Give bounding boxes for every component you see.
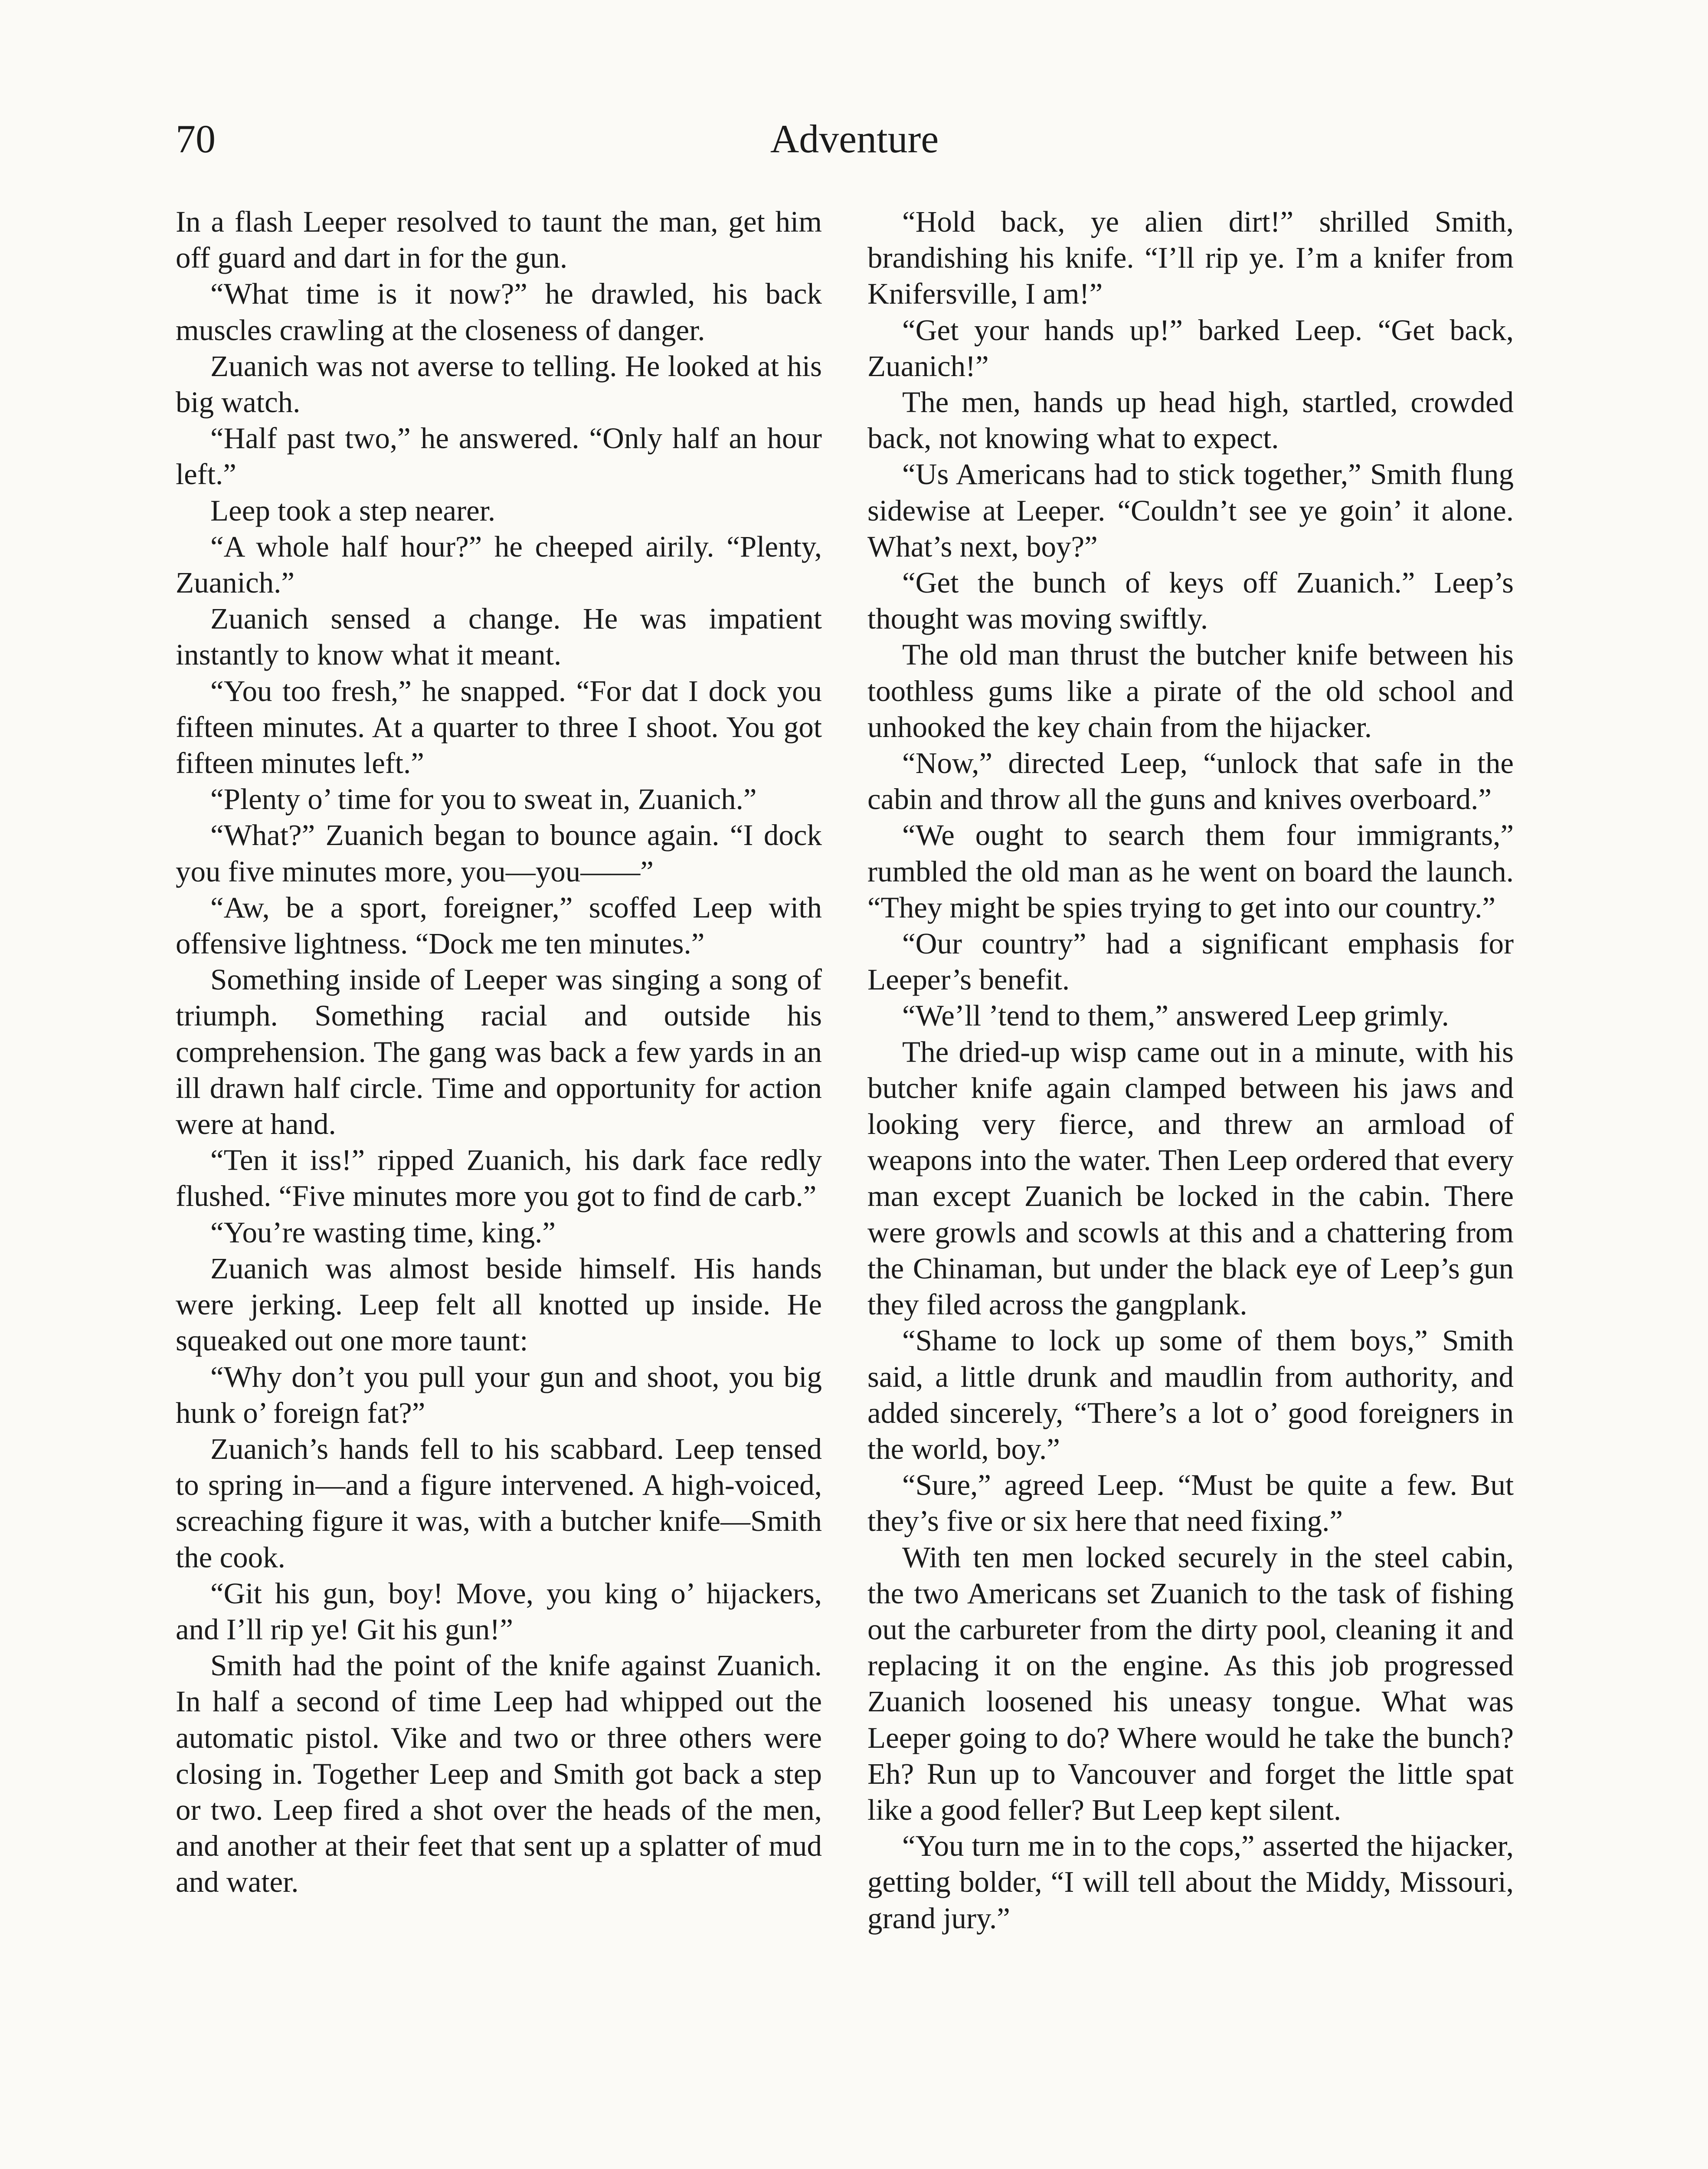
paragraph: The dried-up wisp came out in a minute, with his butcher knife again clamped between his jaws and looking very fierce, and threw an armload of weapons into the water. Then Leep ordered that every man except Zuanich be locked in the cabin. There were growls and scowls at this and a chattering from the Chinaman, but under the black eye of Leep’s gun they filed across the gangplank. <box>867 1035 1514 1321</box>
paragraph: “Sure,” agreed Leep. “Must be quite a few. But they’s five or six here that need fixing.” <box>867 1468 1514 1538</box>
left-column <box>176 204 822 1900</box>
paragraph: The men, hands up head high, startled, crowded back, not knowing what to expect. <box>867 386 1514 455</box>
paragraph: “Ten it iss!” ripped Zuanich, his dark face redly flushed. “Five minutes more you got to find de carb.” <box>176 1143 822 1213</box>
running-title: Adventure <box>770 117 939 161</box>
paragraph: “Git his gun, boy! Move, you king o’ hijackers, and I’ll rip ye! Git his gun!” <box>176 1576 822 1646</box>
paragraph: “Aw, be a sport, foreigner,” scoffed Leep with offensive lightness. “Dock me ten minutes.” <box>176 891 822 960</box>
paragraph: “Plenty o’ time for you to sweat in, Zuanich.” <box>210 783 757 816</box>
paragraph: Leep took a step nearer. <box>210 494 496 527</box>
paragraph: “A whole half hour?” he cheeped airily. “Plenty, Zuanich.” <box>176 530 822 600</box>
paragraph: The old man thrust the butcher knife between his toothless gums like a pirate of the old school and unhooked the key chain from the hijacker. <box>867 638 1514 744</box>
paragraph: Zuanich was almost beside himself. His hands were jerking. Leep felt all knotted up inside. He squeaked out one more taunt: <box>176 1252 822 1357</box>
page-header <box>176 111 1533 167</box>
paragraph: “We’ll ’tend to them,” answered Leep grimly. <box>902 999 1449 1032</box>
paragraph: “You turn me in to the cops,” asserted the hijacker, getting bolder, “I will tell about the Middy, Missouri, grand jury.” <box>867 1829 1514 1935</box>
paragraph: With ten men locked securely in the steel cabin, the two Americans set Zuanich to the task of fishing out the carbureter from the dirty pool, cleaning it and replacing it on the engine. As this job progressed Zuanich loosened his uneasy tongue. What was Leeper going to do? Where would he take the bunch? Eh? Run up to Vancouver and forget the little spat like a good feller? But Leep kept silent. <box>867 1540 1514 1826</box>
paragraph: Smith had the point of the knife against Zuanich. In half a second of time Leep had whipped out the automatic pistol. Vike and two or three others were closing in. Together Leep and Smith got back a step or two. Leep fired a shot over the heads of the men, and another at their feet that sent up a splatter of mud and water. <box>176 1649 822 1899</box>
paragraph: Zuanich was not averse to telling. He looked at his big watch. <box>176 349 822 419</box>
paragraph: “Why don’t you pull your gun and shoot, you big hunk o’ foreign fat?” <box>176 1360 822 1429</box>
paragraph: “Hold back, ye alien dirt!” shrilled Smith, brandishing his knife. “I’ll rip ye. I’m a knifer from Knifersville, I am!” <box>867 205 1514 311</box>
paragraph: “Now,” directed Leep, “unlock that safe in the cabin and throw all the guns and knives overboard.” <box>867 747 1514 816</box>
right-column <box>867 204 1514 1936</box>
paragraph: “Our country” had a significant emphasis for Leeper’s benefit. <box>867 927 1514 996</box>
paragraph: “You too fresh,” he snapped. “For dat I dock you fifteen minutes. At a quarter to three I shoot. You got fifteen minutes left.” <box>176 674 822 780</box>
paragraph: Something inside of Leeper was singing a song of triumph. Something racial and outside his comprehension. The gang was back a few yards in an ill drawn half circle. Time and opportunity for action were at hand. <box>176 963 822 1141</box>
paragraph: “We ought to search them four immigrants,” rumbled the old man as he went on board the launch. “They might be spies trying to get into our country.” <box>867 819 1514 924</box>
paragraph: “Half past two,” he answered. “Only half an hour left.” <box>176 422 822 491</box>
page-number: 70 <box>176 117 216 161</box>
paragraph: “Get the bunch of keys off Zuanich.” Leep’s thought was moving swiftly. <box>867 566 1514 636</box>
paragraph: “Shame to lock up some of them boys,” Smith said, a little drunk and maudlin from authority, and added sincerely, “There’s a lot o’ good foreigners in the world, boy.” <box>867 1324 1514 1465</box>
paragraph: Zuanich’s hands fell to his scabbard. Leep tensed to spring in—and a figure intervened. A high-voiced, screaching figure it was, with a butcher knife—Smith the cook. <box>176 1432 822 1574</box>
paragraph: “You’re wasting time, king.” <box>210 1216 556 1249</box>
paragraph: “Get your hands up!” barked Leep. “Get back, Zuanich!” <box>867 313 1514 383</box>
paragraph: “Us Americans had to stick together,” Smith flung sidewise at Leeper. “Couldn’t see ye goin’ it alone. What’s next, boy?” <box>867 458 1514 563</box>
paragraph: In a flash Leeper resolved to taunt the man, get him off guard and dart in for the gun. <box>176 205 822 275</box>
paragraph: “What?” Zuanich began to bounce again. “I dock you five minutes more, you—you——” <box>176 819 822 888</box>
paragraph: “What time is it now?” he drawled, his back muscles crawling at the closeness of danger. <box>176 277 822 347</box>
paragraph: Zuanich sensed a change. He was impatient instantly to know what it meant. <box>176 602 822 672</box>
